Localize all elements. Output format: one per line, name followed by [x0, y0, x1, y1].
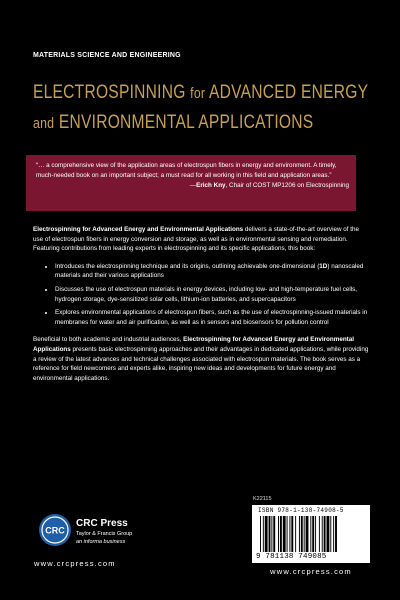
intro-paragraph	[33, 225, 369, 254]
publisher-tagline: an informa business	[76, 539, 126, 545]
feature-list	[33, 262, 369, 328]
barcode-bars-icon	[256, 516, 366, 552]
barcode	[252, 505, 370, 563]
title-part: ELECTROSPINNING	[33, 82, 191, 103]
crc-logo-text: CRC	[45, 525, 65, 536]
closing-text: presents basic electrospinning approaches and their advantages in dedicated applications, while providing a review of the latest advances and technical challenges associated with electrospun materials. The book serves as a reference for field newcomers and experts alike, inspiring new ideas and developments for future energy and environmental applications.	[33, 345, 369, 382]
quote-box	[26, 155, 356, 211]
list-item: • Explores environmental applications of electrospun fibers, such as the use of electrospinning-issued materials in membranes for water and air purification, as well as in sensors and biosensors for pollution control	[55, 308, 369, 327]
publisher-url[interactable]: www.crcpress.com	[34, 559, 116, 568]
book-title	[33, 78, 369, 138]
quote-text: “… a comprehensive view of the application areas of electrospun fibers in energy and environment. A timely, much-needed book on an important subject; a must read for all working in this field and application areas.”	[36, 162, 337, 179]
title-part: and	[33, 115, 55, 132]
quote-dash: —	[189, 182, 197, 189]
list-text: Introduces the electrospinning technique and its origins, outlining achievable one-dimensional (	[55, 262, 320, 270]
isbn-text: ISBN 978-1-138-74908-5	[258, 507, 344, 514]
intro-text: delivers a state-of-the-art overview of the use of electrospun fibers in energy conversion and storage, as well as in environmental sensing and remediation. Featuring contributions from leading experts in electrospinning and its specific applications, this book:	[33, 226, 360, 253]
title-part: for	[190, 85, 206, 102]
series-label: MATERIALS SCIENCE AND ENGINEERING	[33, 52, 181, 59]
list-bold: 1D	[319, 262, 328, 270]
list-item: • Discusses the use of electrospun materials in energy devices, including low- and high-temperature fuel cells, hydrogen storage, dye-sensitized solar cells, lithium-ion batteries, and supercapacitors	[55, 285, 369, 304]
closing-bold: Electrospinning for Advanced Energy and Environmental Applications	[33, 336, 355, 353]
url-right[interactable]: www.crcpress.com	[270, 567, 352, 576]
title-part: ENVIRONMENTAL APPLICATIONS	[54, 112, 314, 133]
closing-text: Beneficial to both academic and industrial audiences,	[33, 336, 184, 344]
list-item	[55, 262, 369, 281]
list-text: ) nanoscaled materials and their various applications	[55, 262, 364, 280]
publisher-name: CRC Press	[76, 518, 128, 529]
description	[33, 225, 369, 391]
publisher-group: Taylor & Francis Group	[76, 531, 133, 537]
quote-author: Erich Kny	[196, 182, 226, 189]
quote-affiliation: , Chair of COST MP1206 on Electrospinning	[225, 182, 349, 189]
crc-logo-icon	[38, 513, 72, 547]
title-line-2	[33, 108, 312, 138]
title-line-1	[33, 78, 369, 108]
intro-bold: Electrospinning for Advanced Energy and Environmental Applications	[33, 226, 244, 233]
title-part: ADVANCED ENERGY	[205, 82, 369, 103]
barcode-digits: 9 781138 749085	[256, 553, 327, 561]
k-number: K22115	[253, 496, 272, 502]
closing-paragraph	[33, 335, 369, 383]
quote-attribution	[36, 181, 349, 191]
